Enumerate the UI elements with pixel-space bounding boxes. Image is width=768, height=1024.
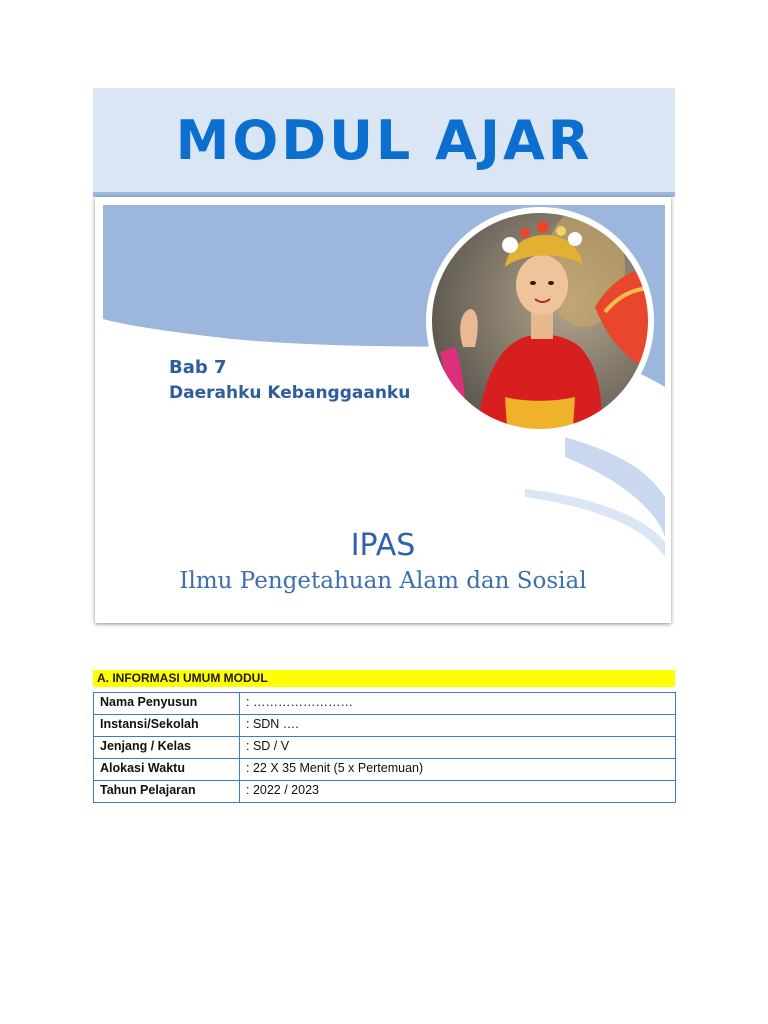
row-value: : 22 X 35 Menit (5 x Pertemuan): [240, 759, 676, 781]
row-value: : 2022 / 2023: [240, 781, 676, 803]
row-label: Nama Penyusun: [94, 693, 240, 715]
row-value: : ……………………: [240, 693, 676, 715]
row-label: Instansi/Sekolah: [94, 715, 240, 737]
table-row: [94, 737, 676, 759]
table-row: [94, 781, 676, 803]
header-band: [93, 88, 675, 197]
chapter-title: Daerahku Kebanggaanku: [169, 383, 411, 403]
row-label: Alokasi Waktu: [94, 759, 240, 781]
row-label: Jenjang / Kelas: [94, 737, 240, 759]
row-label: Tahun Pelajaran: [94, 781, 240, 803]
info-table: [93, 692, 676, 803]
row-value: : SDN ….: [240, 715, 676, 737]
page-title: MODUL AJAR: [175, 109, 593, 172]
cover-image: [95, 197, 671, 623]
section-heading: A. INFORMASI UMUM MODUL: [93, 670, 675, 687]
table-row: [94, 693, 676, 715]
subject-full-title: Ilmu Pengetahuan Alam dan Sosial: [179, 568, 587, 594]
row-value: : SD / V: [240, 737, 676, 759]
subject-title: IPAS: [350, 528, 416, 563]
table-row: [94, 759, 676, 781]
table-row: [94, 715, 676, 737]
chapter-number: Bab 7: [169, 357, 227, 378]
